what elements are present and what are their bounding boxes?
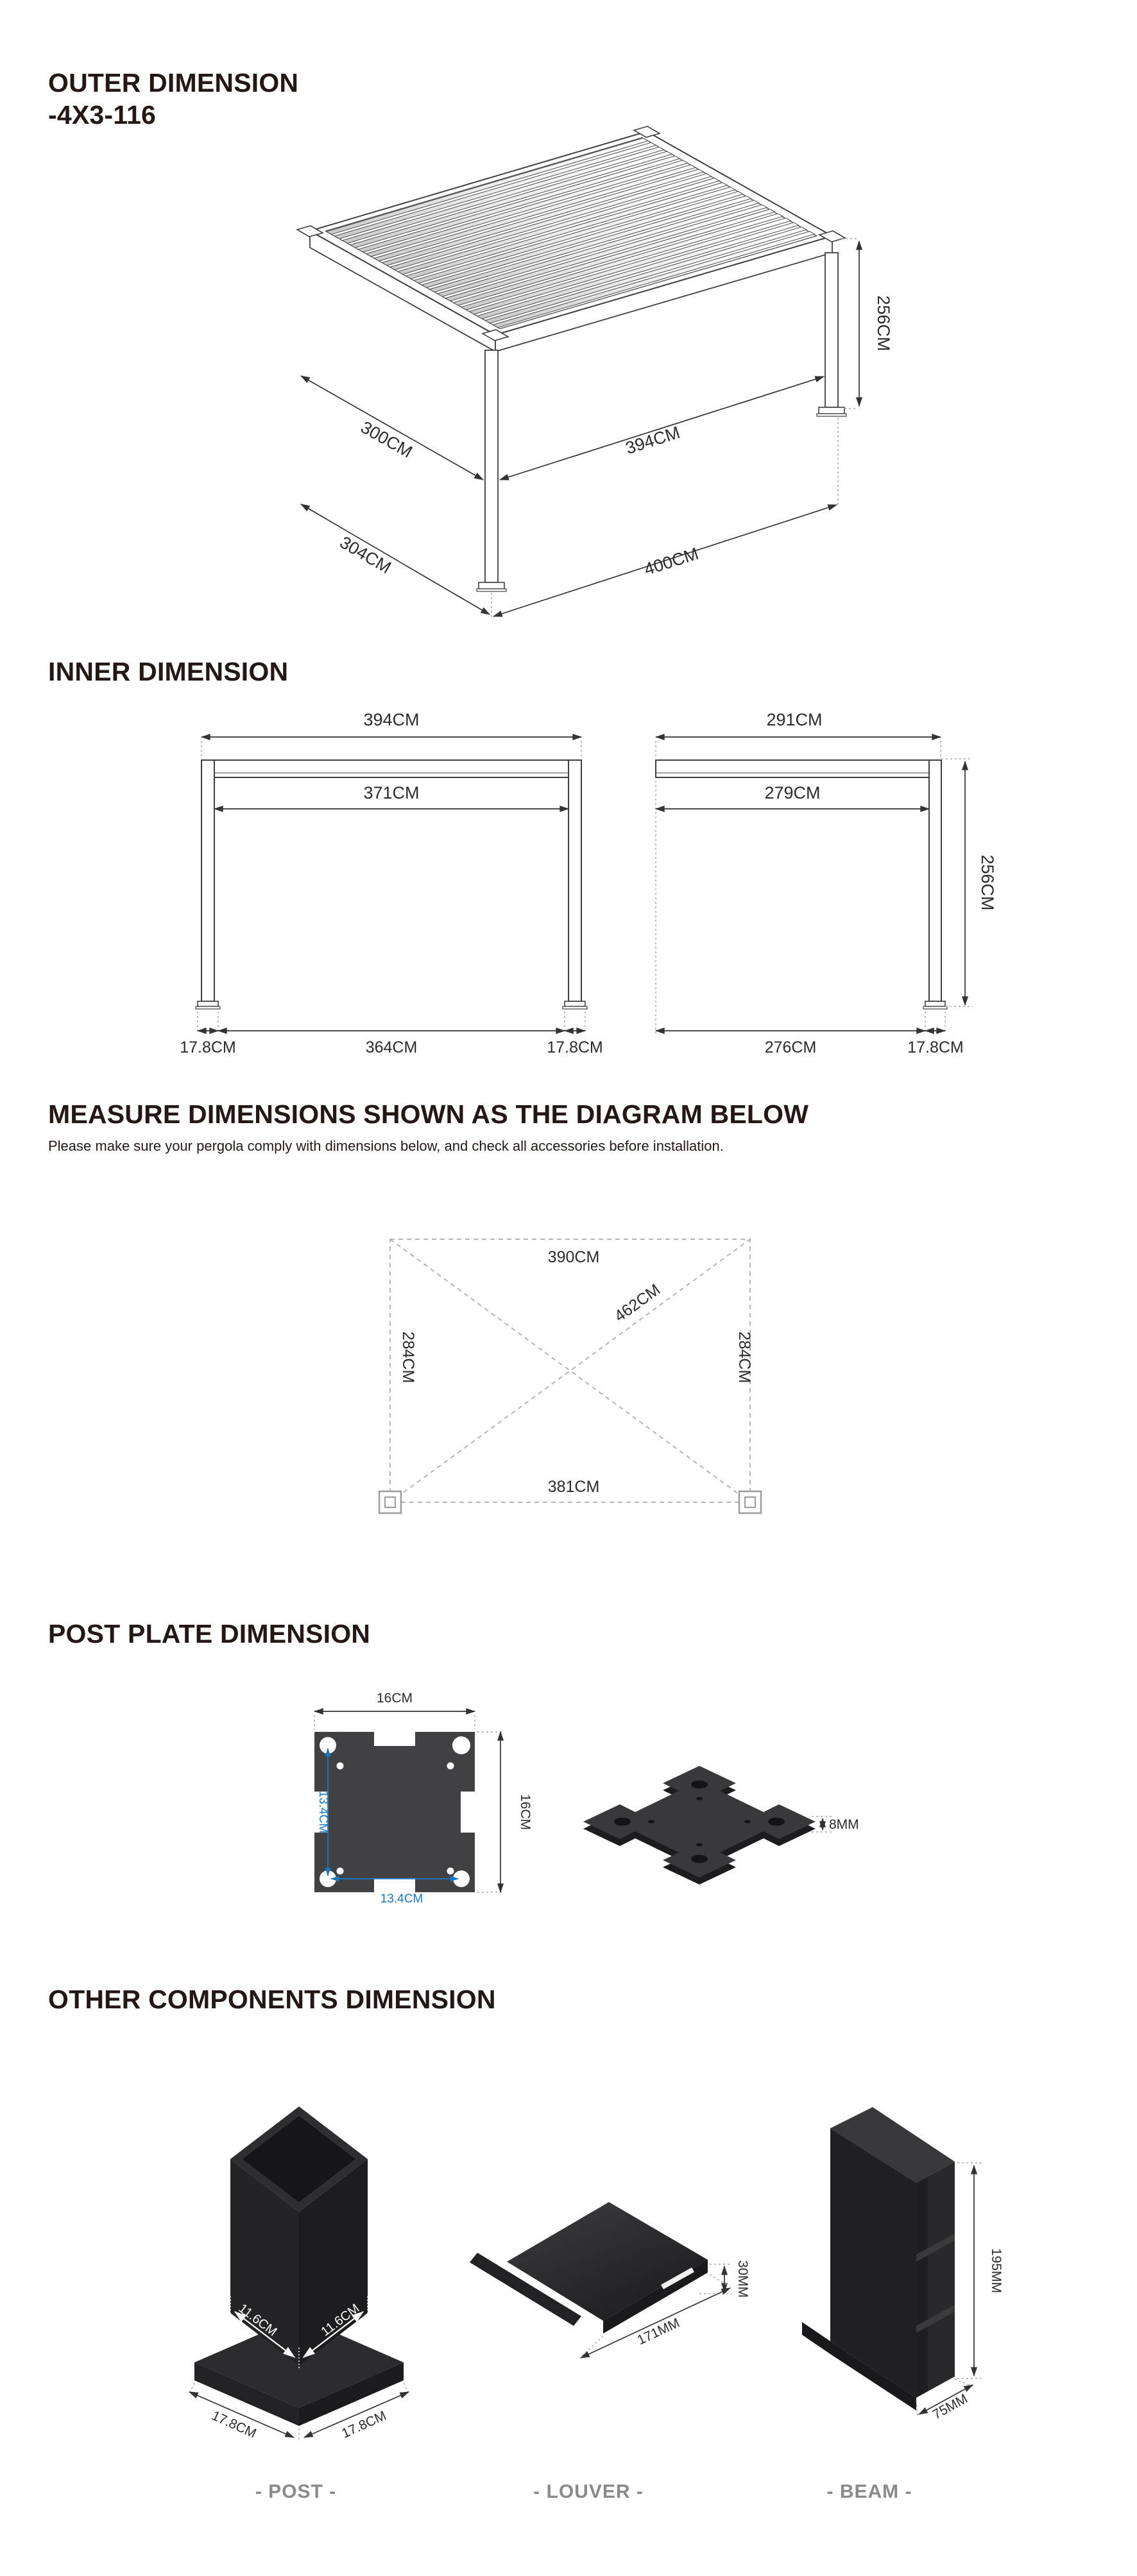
small-hole	[337, 1868, 344, 1875]
measure-title: MEASURE DIMENSIONS SHOWN AS THE DIAGRAM BELOW	[48, 1099, 809, 1129]
dim-label-364: 364CM	[365, 1038, 418, 1056]
side-post	[929, 760, 941, 1001]
plate-top-view	[314, 1691, 533, 1906]
side-foot	[925, 1001, 945, 1006]
dim-label-276: 276CM	[764, 1038, 817, 1056]
plate-label-height: 16CM	[518, 1793, 533, 1831]
side-beam	[656, 760, 929, 777]
small-hole	[337, 1763, 344, 1770]
ext-line	[916, 2400, 918, 2417]
louver-component	[470, 2202, 750, 2358]
pergola-roof	[297, 126, 845, 352]
post-caption: - POST -	[255, 2481, 337, 2502]
iso-bolt-hole	[691, 1781, 708, 1789]
front-post	[485, 350, 498, 582]
front-post-base	[477, 589, 506, 591]
ext-line	[710, 2275, 729, 2286]
post-plate-title: POST PLATE DIMENSION	[48, 1619, 371, 1648]
bolt-hole	[452, 1736, 470, 1754]
front-beam	[201, 760, 581, 777]
small-hole	[447, 1763, 454, 1770]
dim-label-400: 400CM	[642, 543, 701, 579]
components-title: OTHER COMPONENTS DIMENSION	[48, 1985, 496, 2014]
plate-label-hole-v: 13.4CM	[316, 1790, 330, 1834]
beam-label-width: 75MM	[930, 2391, 970, 2423]
outer-dimension-title	[48, 67, 298, 131]
dim-label-394: 394CM	[623, 422, 683, 458]
beam-section-shadow	[916, 2176, 928, 2398]
iso-bolt-hole	[614, 1818, 631, 1826]
post-label-base-d: 17.8CM	[339, 2408, 389, 2441]
iso-bolt-hole	[768, 1818, 785, 1826]
post-label-top-d: 11.6CM	[318, 2301, 363, 2339]
dim-label-256-side: 256CM	[978, 854, 997, 911]
post-component	[189, 2106, 409, 2441]
dim-label-291: 291CM	[766, 710, 823, 729]
dim-label-371: 371CM	[363, 783, 420, 802]
inner-front-view-drawing	[180, 702, 603, 1062]
dim-label-178-left: 17.8CM	[180, 1038, 236, 1056]
measure-label-top: 390CM	[547, 1248, 600, 1266]
ext-line	[582, 2336, 603, 2356]
measure-label-diagonal: 462CM	[611, 1280, 664, 1326]
post-footprint-left-inner	[385, 1497, 395, 1507]
measure-label-left: 284CM	[399, 1331, 417, 1384]
dim-label-279: 279CM	[764, 783, 821, 802]
measure-diagram	[359, 1212, 783, 1533]
measure-subtitle: Please make sure your pergola comply with dimensions below, and check all accessories before installation.	[48, 1138, 724, 1154]
dim-label-178-right: 17.8CM	[547, 1038, 603, 1056]
outer-title-line2: -4X3-116	[48, 100, 157, 130]
dim-label-304: 304CM	[336, 532, 395, 578]
plate-label-hole-h: 13.4CM	[380, 1892, 423, 1906]
post-footprint-right-inner	[745, 1497, 755, 1507]
side-base	[923, 1006, 947, 1009]
iso-small-hole	[648, 1820, 654, 1824]
front-left-foot	[198, 1001, 218, 1006]
dim-label-178-side: 17.8CM	[907, 1038, 964, 1056]
measure-label-right: 284CM	[735, 1331, 753, 1384]
dim-arrow-304	[301, 504, 490, 614]
right-post-foot	[819, 407, 844, 414]
front-right-foot	[565, 1001, 585, 1006]
dim-arrow-300	[301, 376, 483, 480]
louver-caption: - LOUVER -	[533, 2481, 644, 2502]
beam-component	[802, 2107, 1004, 2422]
iso-small-hole	[744, 1820, 751, 1824]
front-left-base	[196, 1006, 220, 1009]
louver-label-length: 171MM	[635, 2315, 682, 2348]
plate-label-width: 16CM	[376, 1691, 413, 1706]
post-label-top-w: 11.6CM	[235, 2301, 280, 2339]
pergola-isometric-drawing	[282, 125, 898, 638]
measure-label-bottom: 381CM	[547, 1478, 600, 1496]
iso-small-hole	[696, 1797, 703, 1801]
right-post	[825, 253, 838, 407]
front-post-foot	[479, 582, 504, 589]
ext-line	[955, 2379, 975, 2387]
post-plate-drawing	[282, 1687, 873, 1944]
front-left-post	[201, 760, 214, 1001]
front-right-base	[563, 1006, 587, 1009]
outer-title-line1: OUTER DIMENSION	[48, 68, 299, 97]
plate-isometric-view	[583, 1766, 859, 1885]
post-label-base-w: 17.8CM	[209, 2408, 259, 2441]
plate-label-thickness: 8MM	[829, 1817, 859, 1832]
dim-label-300: 300CM	[357, 417, 416, 462]
beam-caption: - BEAM -	[826, 2481, 912, 2502]
dim-label-394-front: 394CM	[363, 710, 420, 729]
inner-dimension-title: INNER DIMENSION	[48, 657, 289, 686]
beam-label-height: 195MM	[989, 2248, 1004, 2294]
iso-bolt-hole	[691, 1855, 708, 1863]
front-right-post	[568, 760, 581, 1001]
iso-small-hole	[696, 1843, 703, 1847]
louver-label-height: 30MM	[735, 2260, 750, 2298]
inner-side-view-drawing	[642, 702, 1014, 1062]
components-drawing	[154, 2072, 1065, 2457]
measure-outline	[379, 1239, 761, 1513]
right-post-base	[817, 414, 846, 416]
dim-label-256: 256CM	[874, 295, 893, 352]
small-hole	[447, 1868, 454, 1875]
